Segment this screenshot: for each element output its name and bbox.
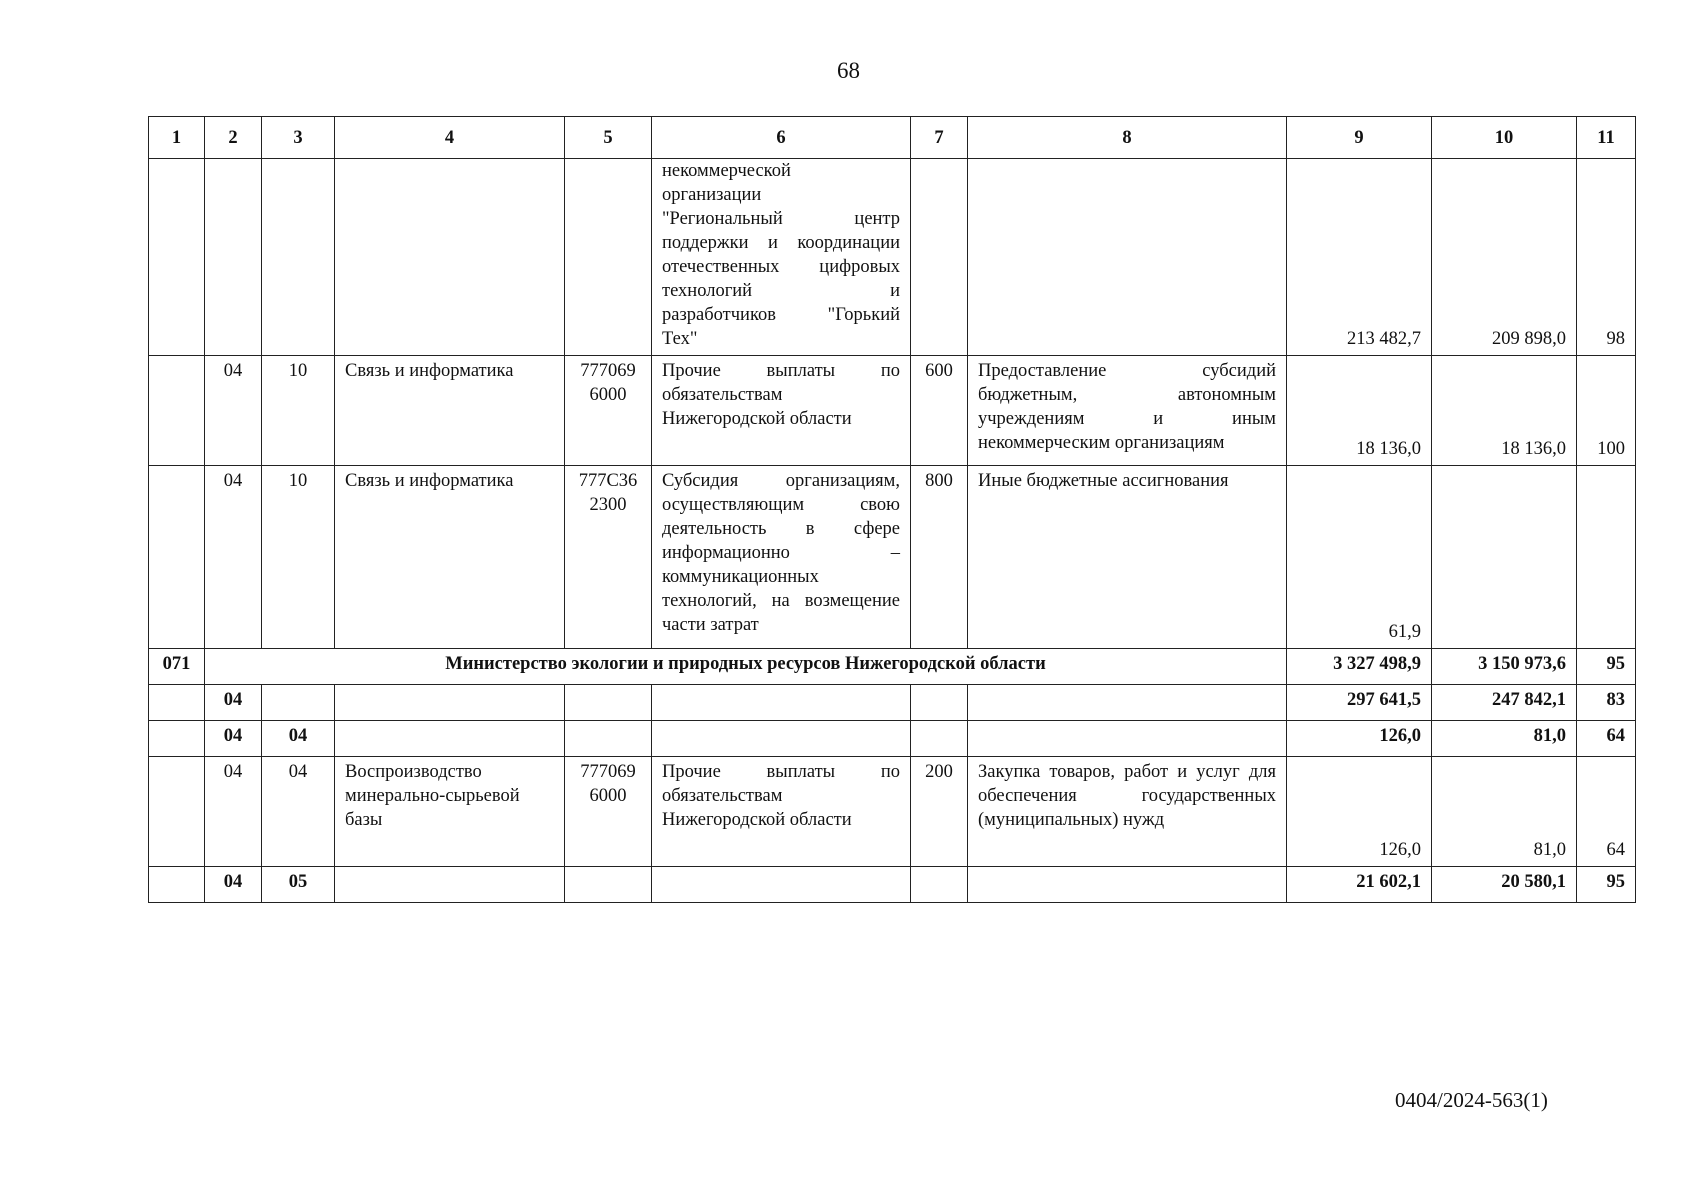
cell-col4 [335,867,565,903]
cell-col10: 3 150 973,6 [1432,649,1577,685]
cell-col5 [565,356,652,466]
cell-col6: Прочие выплаты по обязательствам Нижегородской области [652,757,911,867]
cell-col9: 126,0 [1287,757,1432,867]
cell-col9: 213 482,7 [1287,159,1432,356]
table-row [149,466,1636,649]
cell-col4: Связь и информатика [335,466,565,649]
cell-col9: 297 641,5 [1287,685,1432,721]
cell-col2: 04 [205,721,262,757]
cell-col8: Предоставление субсидий бюджетным, автономным учреждениям и иным некоммерческим организациям [968,356,1287,466]
cell-col11: 95 [1577,649,1636,685]
cell-col11: 95 [1577,867,1636,903]
cell-col5 [565,159,652,356]
cell-col6 [652,685,911,721]
cell-col11: 64 [1577,757,1636,867]
cell-col3: 05 [262,867,335,903]
table-row [149,757,1636,867]
cell-text-line: 6000 [589,385,627,405]
table-row [149,867,1636,903]
cell-col11: 64 [1577,721,1636,757]
cell-col4: Связь и информатика [335,356,565,466]
column-header: 8 [968,117,1287,159]
cell-col2 [205,159,262,356]
cell-col8 [968,685,1287,721]
cell-col9: 61,9 [1287,466,1432,649]
column-header: 7 [911,117,968,159]
column-header: 2 [205,117,262,159]
cell-col11: 98 [1577,159,1636,356]
cell-col1 [149,159,205,356]
cell-text-line: "Региональный центр [662,209,900,229]
cell-col10: 81,0 [1432,757,1577,867]
cell-col2: 04 [205,685,262,721]
cell-col2: 04 [205,757,262,867]
cell-text-line: отечественных цифровых [662,257,900,277]
table-row [149,356,1636,466]
cell-col4: Воспроизводство минерально-сырьевой базы [335,757,565,867]
cell-col1 [149,721,205,757]
column-header: 1 [149,117,205,159]
page-number: 68 [837,58,860,83]
cell-col3 [262,159,335,356]
cell-col5 [565,721,652,757]
cell-col6 [652,159,911,356]
table-header-row [149,117,1636,159]
cell-col7: 800 [911,466,968,649]
cell-col10: 18 136,0 [1432,356,1577,466]
cell-text-line: 2300 [589,495,627,515]
cell-col8: Иные бюджетные ассигнования [968,466,1287,649]
cell-col5 [565,867,652,903]
table-row [149,685,1636,721]
cell-col9: 21 602,1 [1287,867,1432,903]
cell-col3: 04 [262,757,335,867]
cell-col6: Прочие выплаты по обязательствам Нижегородской области [652,356,911,466]
column-header: 5 [565,117,652,159]
cell-col6: Субсидия организациям, осуществляющим свою деятельность в сфере информационно – коммуникационных технологий, на возмещение части затрат [652,466,911,649]
cell-col7 [911,721,968,757]
cell-col3: 04 [262,721,335,757]
cell-text-line: 6000 [589,786,627,806]
cell-col3 [262,685,335,721]
cell-col1 [149,685,205,721]
cell-col1 [149,757,205,867]
cell-col4 [335,685,565,721]
cell-col3: 10 [262,356,335,466]
cell-col1 [149,867,205,903]
cell-col10: 81,0 [1432,721,1577,757]
cell-col5 [565,757,652,867]
cell-text-line: 777069 [580,762,636,782]
column-header: 10 [1432,117,1577,159]
cell-text-line: разработчиков "Горький [662,305,900,325]
cell-col7 [911,685,968,721]
column-header: 11 [1577,117,1636,159]
cell-col9: 126,0 [1287,721,1432,757]
cell-col1 [149,356,205,466]
document-id: 0404/2024-563(1) [1395,1088,1548,1112]
cell-col7: 200 [911,757,968,867]
budget-table [148,116,1636,903]
table-row [149,159,1636,356]
cell-col1: 071 [149,649,205,685]
cell-col7 [911,867,968,903]
column-header: 3 [262,117,335,159]
cell-col8 [968,867,1287,903]
cell-text-line: 777C36 [578,471,638,491]
cell-col6 [652,721,911,757]
cell-col9: 3 327 498,9 [1287,649,1432,685]
column-header: 4 [335,117,565,159]
cell-text-line: технологий и [662,281,900,301]
cell-col4 [335,721,565,757]
cell-col5 [565,685,652,721]
cell-text-line: 777069 [580,361,636,381]
cell-col2: 04 [205,466,262,649]
cell-col10: 247 842,1 [1432,685,1577,721]
table-row [149,649,1636,685]
table-row [149,721,1636,757]
cell-col4 [335,159,565,356]
cell-col3: 10 [262,466,335,649]
cell-col7: 600 [911,356,968,466]
cell-col11 [1577,466,1636,649]
cell-col11: 83 [1577,685,1636,721]
column-header: 9 [1287,117,1432,159]
cell-col9: 18 136,0 [1287,356,1432,466]
cell-col8 [968,721,1287,757]
cell-text-line: некоммерческой [662,161,791,181]
cell-col8: Закупка товаров, работ и услуг для обеспечения государственных (муниципальных) нужд [968,757,1287,867]
cell-col10: 209 898,0 [1432,159,1577,356]
cell-col2: 04 [205,356,262,466]
cell-col8 [968,159,1287,356]
cell-col7 [911,159,968,356]
cell-col11: 100 [1577,356,1636,466]
cell-col6 [652,867,911,903]
cell-col10: 20 580,1 [1432,867,1577,903]
cell-col1 [149,466,205,649]
cell-col10 [1432,466,1577,649]
ministry-title: Министерство экологии и природных ресурсов Нижегородской области [205,649,1287,685]
column-header: 6 [652,117,911,159]
cell-col2: 04 [205,867,262,903]
cell-col5 [565,466,652,649]
cell-text-line: Тех" [662,329,698,349]
cell-text-line: поддержки и координации [662,233,900,253]
cell-text-line: организации [662,185,762,205]
